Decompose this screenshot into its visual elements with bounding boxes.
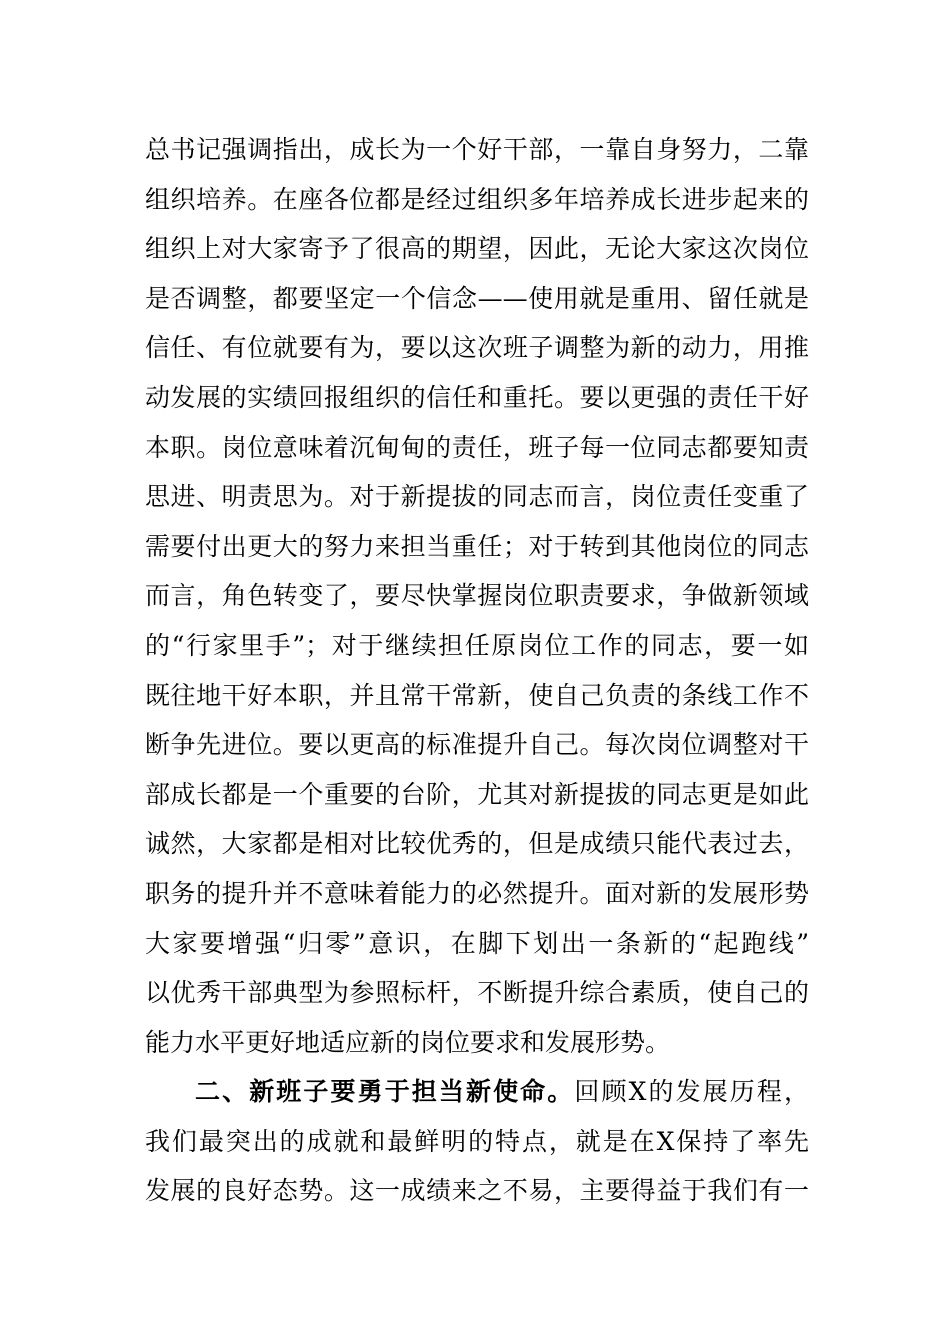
body-text xyxy=(145,125,809,1216)
text-line: 发展的良好态势。这一成绩来之不易，主要得益于我们有一 xyxy=(145,1176,809,1206)
text-line: 诚然，大家都是相对比较优秀的，但是成绩只能代表过去， xyxy=(145,829,809,859)
text-line: 组织培养。在座各位都是经过组织多年培养成长进步起来的 xyxy=(145,184,809,214)
text-line: 我们最突出的成就和最鲜明的特点，就是在X保持了率先 xyxy=(145,1126,809,1156)
text-line: 而言，角色转变了，要尽快掌握岗位职责要求，争做新领域 xyxy=(145,581,809,611)
text-line: 信任、有位就要有为，要以这次班子调整为新的动力，用推 xyxy=(145,333,809,363)
text-line: 的“行家里手”；对于继续担任原岗位工作的同志，要一如 xyxy=(145,630,809,660)
text-line: 本职。岗位意味着沉甸甸的责任，班子每一位同志都要知责 xyxy=(145,432,809,462)
text-line: 思进、明责思为。对于新提拔的同志而言，岗位责任变重了 xyxy=(145,482,809,512)
text-line: 需要付出更大的努力来担当重任；对于转到其他岗位的同志 xyxy=(145,531,809,561)
text-line: 断争先进位。要以更高的标准提升自己。每次岗位调整对干 xyxy=(145,730,809,760)
text-line: 动发展的实绩回报组织的信任和重托。要以更强的责任干好 xyxy=(145,382,809,412)
text-line: 能力水平更好地适应新的岗位要求和发展形势。 xyxy=(145,1027,671,1057)
text-line: 职务的提升并不意味着能力的必然提升。面对新的发展形势 xyxy=(145,878,809,908)
text-line: 既往地干好本职，并且常干常新，使自己负责的条线工作不 xyxy=(145,680,809,710)
text-line: 以优秀干部典型为参照标杆，不断提升综合素质，使自己的 xyxy=(145,978,809,1008)
text-line: 部成长都是一个重要的台阶，尤其对新提拔的同志更是如此 xyxy=(145,779,809,809)
text-line: 组织上对大家寄予了很高的期望，因此，无论大家这次岗位 xyxy=(145,234,809,264)
text-line: 总书记强调指出，成长为一个好干部，一靠自身努力，二靠 xyxy=(145,135,809,164)
text-line: 大家要增强“归零”意识，在脚下划出一条新的“起跑线” xyxy=(145,928,810,958)
text-line: 是否调整，都要坚定一个信念——使用就是重用、留任就是 xyxy=(145,283,809,313)
text-fragment: 回顾X的发展历程， xyxy=(574,1077,809,1107)
paragraph-first-line xyxy=(145,1067,809,1117)
section-heading: 二、新班子要勇于担当新使命。 xyxy=(195,1077,575,1107)
